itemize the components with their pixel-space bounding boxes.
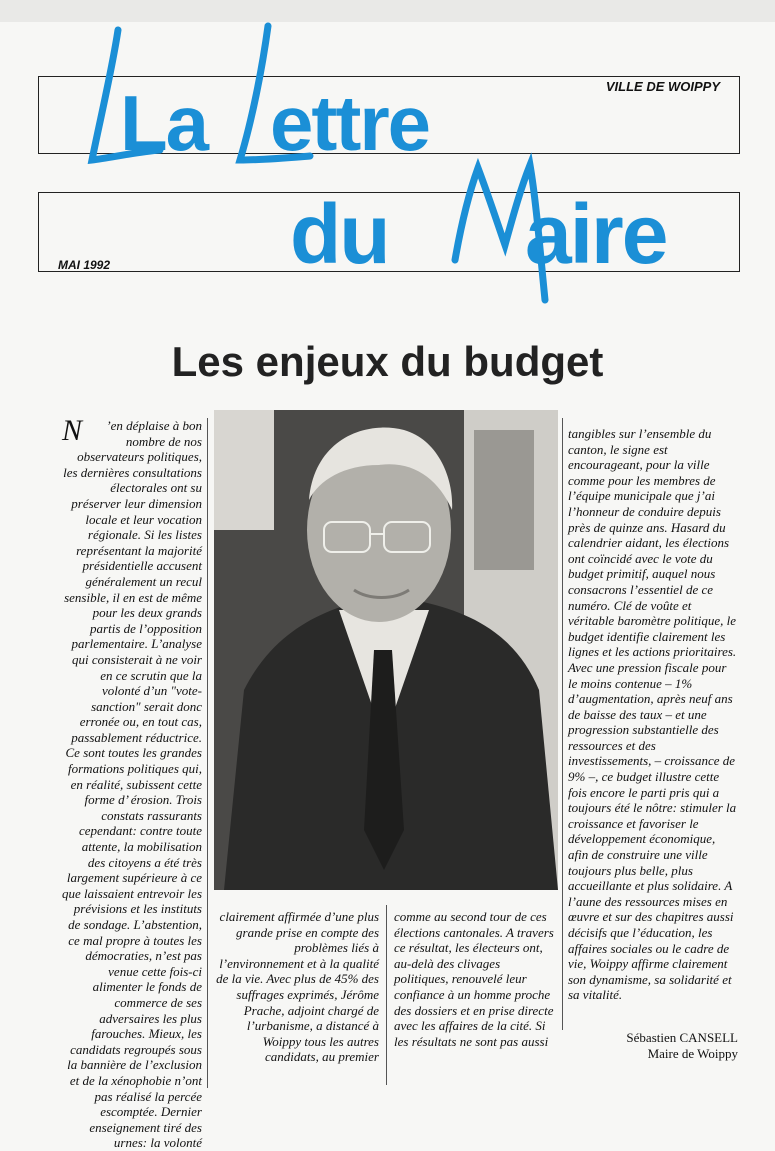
signature-name: Sébastien CANSELL (626, 1030, 738, 1045)
column-divider-left (207, 418, 208, 1088)
signature (568, 1030, 738, 1061)
article-column-1-text: ’en déplaise à bon nombre de nos observateurs politiques, les dernières consultations électorales ont su préserver leur dimension locale et leur vocation régionale. Si les listes représentant la majorité présidentielle accusent généralement un recul sensible, il en est de même pour les deux grands partis de l’opposition parlementaire. L’analyse qui consisterait à ne voir en ce scrutin que la volonté d’un "vote-sanction" serait donc erronée ou, en tout cas, passablement réductrice. Ce sont toutes les grandes formations politiques qui, en réalité, subissent cette forme d’ érosion. Trois constats rassurants cependant: contre toute attente, la mobilisation des citoyens a été très largement supérieure à ce que laissaient entrevoir les prévisions et les instituts de sondage. L’abstention, ce mal propre à toutes les démocraties, n’est pas venue cette fois-ci alimenter le fonds de commerce de ses adversaires les plus farouches. Mieux, les candidats regroupés sous la bannière de l’exclusion et de la xénophobie n’ont pas réalisé la percée escomptée. Dernier enseignement tiré des urnes: la volonté (62, 418, 202, 1151)
article-column-1 (62, 414, 202, 1151)
town-name: VILLE DE WOIPPY (605, 79, 720, 94)
article-column-2b: comme au second tour de ces élections cantonales. A travers ce résultat, les électeurs ont, au-delà des clivages politiques, renouvelé leur confiance à un homme proche des dossiers et en prise directe avec les affaires de la cité. Si les résultats ne sont pas aussi (394, 909, 554, 1049)
logo-word-la: La (120, 79, 208, 167)
article-column-3: tangibles sur l’ensemble du canton, le signe est encourageant, pour la ville comme pour les membres de l’équipe municipale que j’ai l’honneur de conduire depuis près de quinze ans. Hasard du calendrier aidant, les élections ont coïncidé avec le vote du budget primitif, auquel nous consacrons l’essentiel de ce numéro. Clé de voûte et véritable baromètre politique, le budget identifie clairement les lignes et les actions prioritaires. Avec une pression fiscale pour le moins contenue – 1% d’augmentation, après neuf ans de baisse des taux – et une progression substantielle des ressources et des investissements, – croissance de 9% –, ce budget illustre cette fois encore le parti pris qui a toujours été le nôtre: stimuler la croissance et favoriser le développement économique, afin de construire une ville toujours plus belle, plus accueillante et plus solidaire. A l’aune des ressources mises en œuvre et sur des chapitres aussi décisifs que l’éducation, les affaires sociales ou le cadre de vie, Woippy affirme clairement son dynamisme, sa solidarité et sa vitalité. (568, 426, 737, 1003)
issue-date: MAI 1992 (58, 258, 111, 272)
logo-word-maire: aire (525, 187, 667, 281)
logo-word-lettre: ettre (270, 79, 430, 167)
logo-word-du: du (290, 187, 389, 281)
column-divider-right (562, 418, 563, 1030)
signature-title: Maire de Woippy (647, 1045, 738, 1061)
article-column-2a: clairement affirmée d’une plus grande prise en compte des problèmes liés à l’environnement et à la qualité de la vie. Avec plus de 45% des suffrages exprimés, Jérôme Prache, adjoint chargé de l’urbanisme, a distancé à Woippy tous les autres candidats, au premier (216, 909, 379, 1065)
portrait-illustration (214, 410, 558, 890)
page-title: Les enjeux du budget (171, 338, 604, 385)
drop-cap: N (62, 414, 83, 447)
column-divider-bottom (386, 905, 387, 1085)
mayor-portrait-photo (214, 410, 558, 890)
